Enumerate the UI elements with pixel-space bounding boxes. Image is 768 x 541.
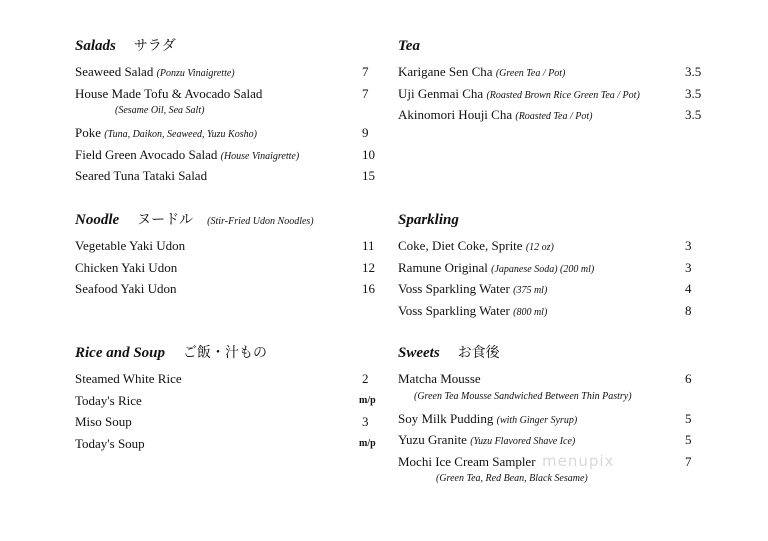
rice-soup-title: Rice and Soup (75, 345, 166, 361)
tea-title: Tea (398, 38, 420, 54)
item-name: Uji Genmai Cha (398, 85, 484, 101)
item-name: Seaweed Salad (75, 64, 154, 79)
item-price: m/p (359, 437, 376, 449)
item-price: 7 (685, 453, 692, 469)
item-note: (Green Tea, Red Bean, Black Sesame) (436, 473, 588, 484)
item-desc: (800 ml) (513, 306, 548, 318)
item-desc: (Green Tea / Pot) (495, 68, 566, 79)
item-desc: (Roasted Tea / Pot) (515, 111, 593, 122)
sweets-title: Sweets (398, 345, 440, 361)
menu-item (75, 235, 375, 257)
sweets-heading (398, 343, 632, 363)
menu-item (75, 122, 369, 144)
item-price: 2 (362, 371, 369, 386)
menu-item (398, 368, 692, 390)
item-name: Field Green Avocado Salad (75, 146, 218, 162)
item-price: 7 (362, 64, 369, 79)
noodle-subtitle: (Stir-Fried Udon Noodles) (207, 216, 314, 227)
item-desc: (Japanese Soda) (200 ml) (491, 263, 595, 275)
item-name: Karigane Sen Cha (398, 64, 493, 79)
item-price: 16 (362, 281, 375, 296)
menu-item (75, 257, 375, 279)
noodle-heading (75, 210, 314, 230)
item-name: Seared Tuna Tataki Salad (75, 168, 208, 183)
menu-item (398, 278, 692, 300)
item-desc: (Roasted Brown Rice Green Tea / Pot) (486, 89, 640, 101)
menu-item (398, 61, 702, 83)
menu-item (398, 104, 702, 126)
menu-item (398, 235, 692, 257)
item-price: 9 (362, 125, 369, 140)
item-name: Ramune Original (398, 259, 488, 275)
item-name: Soy Milk Pudding (398, 410, 494, 426)
sparkling-section (398, 210, 692, 321)
item-name: Matcha Mousse (398, 371, 481, 386)
item-name: Yuzu Granite (398, 432, 467, 447)
item-name: Akinomori Houji Cha (398, 107, 513, 122)
item-name: Coke, Diet Coke, Sprite (398, 238, 523, 253)
menu-item (398, 257, 692, 279)
item-price: 3 (685, 259, 692, 275)
item-name: Miso Soup (75, 414, 132, 429)
salads-title-jp: サラダ (133, 39, 176, 54)
item-price: 4 (685, 281, 692, 296)
menu-item (75, 144, 375, 166)
item-note: (Green Tea Mousse Sandwiched Between Thin Pastry) (414, 390, 632, 402)
menu-item (75, 165, 375, 187)
menu-item (398, 429, 692, 451)
menu-item (75, 433, 376, 455)
sparkling-title: Sparkling (398, 212, 459, 228)
item-name: Mochi Ice Cream Sampler (398, 453, 536, 469)
menu-item (398, 300, 692, 322)
tea-section (398, 36, 702, 126)
item-desc: (Yuzu Flavored Shave Ice) (470, 436, 576, 447)
salads-section (75, 36, 375, 187)
item-price: 10 (362, 146, 375, 162)
item-desc: (375 ml) (513, 285, 548, 296)
item-name: Voss Sparkling Water (398, 302, 510, 318)
item-price: 3.5 (685, 85, 702, 101)
item-price: 11 (362, 238, 375, 253)
item-name: Vegetable Yaki Udon (75, 238, 186, 253)
menu-item (75, 278, 375, 300)
noodle-title: Noodle (75, 212, 120, 228)
item-name: House Made Tofu & Avocado Salad (75, 85, 263, 101)
item-price: 6 (685, 371, 692, 386)
item-price: 3 (685, 238, 692, 253)
item-price: 5 (685, 410, 692, 426)
item-name: Today's Soup (75, 435, 145, 451)
menu-item (398, 83, 702, 105)
item-name: Voss Sparkling Water (398, 281, 510, 296)
menu-item (75, 61, 369, 83)
item-desc: (Tuna, Daikon, Seaweed, Yuzu Kosho) (104, 129, 257, 140)
menu-item (75, 390, 376, 412)
menu-item (398, 408, 692, 430)
item-name: Chicken Yaki Udon (75, 259, 178, 275)
item-price: 15 (362, 168, 375, 183)
item-price: m/p (359, 394, 376, 406)
item-price: 5 (685, 432, 692, 447)
rice-soup-title-jp: ご飯・汁もの (183, 346, 268, 361)
item-name: Poke (75, 125, 101, 140)
item-name: Seafood Yaki Udon (75, 281, 177, 296)
noodle-title-jp: ヌードル (137, 213, 194, 228)
noodle-section (75, 210, 375, 300)
item-price: 3.5 (685, 107, 702, 122)
tea-heading (398, 36, 640, 56)
item-desc: (12 oz) (525, 242, 554, 253)
item-name: Steamed White Rice (75, 371, 182, 386)
rice-soup-heading (75, 343, 267, 363)
item-price: 3 (362, 414, 369, 429)
item-price: 7 (362, 85, 369, 101)
item-price: 8 (685, 302, 692, 318)
salads-heading (75, 36, 299, 56)
menu-item (75, 368, 369, 390)
menu-item (75, 411, 369, 433)
menu-item (75, 83, 369, 105)
item-price: 12 (362, 259, 375, 275)
item-desc: (House Vinaigrette) (220, 150, 300, 162)
sweets-title-jp: お食後 (457, 346, 500, 361)
salads-title: Salads (75, 38, 116, 54)
sparkling-heading (398, 210, 594, 230)
watermark: menupix (542, 452, 615, 470)
item-desc: (with Ginger Syrup) (496, 414, 578, 426)
rice-soup-section (75, 343, 376, 454)
item-desc: (Ponzu Vinaigrette) (156, 68, 235, 79)
item-price: 3.5 (685, 64, 702, 79)
item-name: Today's Rice (75, 392, 142, 408)
item-note: (Sesame Oil, Sea Salt) (115, 105, 205, 116)
